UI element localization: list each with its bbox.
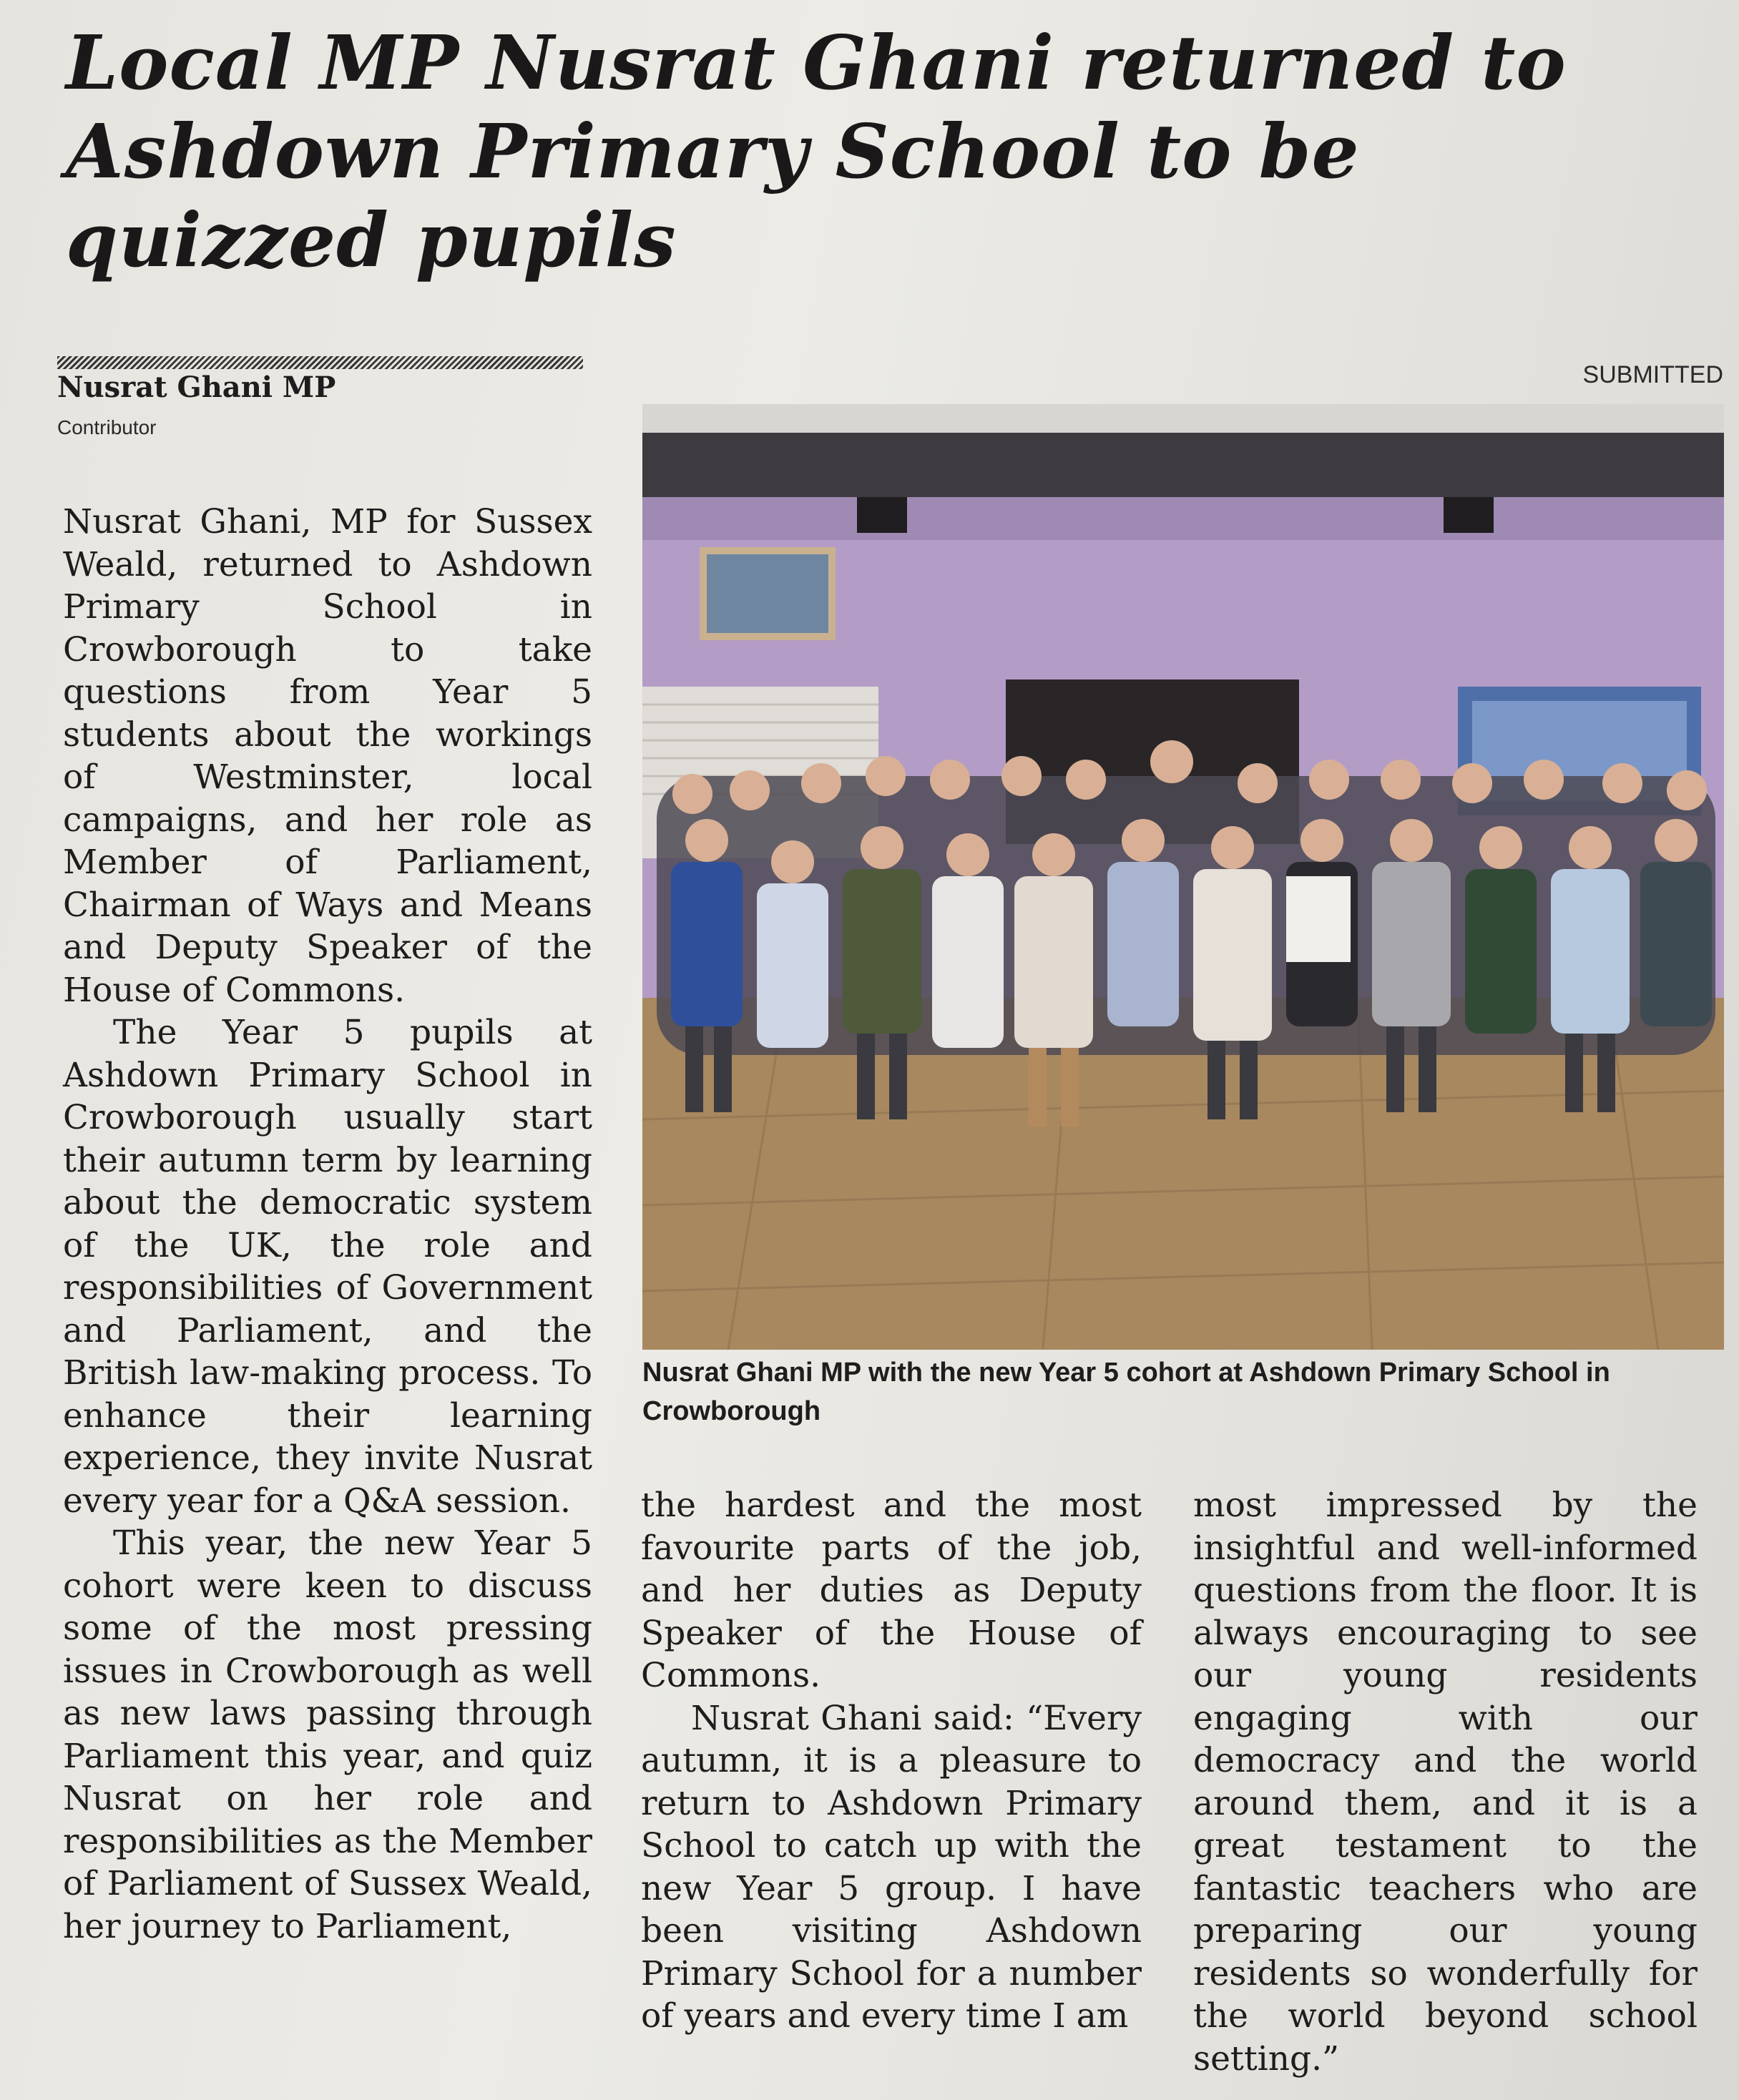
wall-picture-inner: [707, 554, 828, 633]
article-headline: [66, 19, 1682, 285]
article-column-3: [1193, 1484, 1698, 2080]
ceiling-light: [642, 404, 1724, 433]
wall-top-shade: [642, 497, 1724, 540]
byline: Nusrat Ghani MP: [57, 371, 336, 404]
speaker-left: [857, 497, 907, 533]
headline-lead: Local MP Nusrat Ghani returned to Ashdown Primary School to be quizzed pupils: [66, 19, 1567, 284]
article-column-2: [641, 1484, 1142, 2038]
paragraph: the hardest and the most favourite parts of the job, and her duties as Deputy Speaker of the House of Commons.: [641, 1486, 1142, 1695]
paragraph: Nusrat Ghani, MP for Sussex Weald, returned to Ashdown Primary School in Crowborough to take questions from Year 5 students about the workings of Westminster, local campaigns, and her role as Member of Parliament, Chairman of Ways and Means and Deputy Speaker of the House of Commons.: [63, 502, 592, 1010]
paragraph: This year, the new Year 5 cohort were keen to discuss some of the most pressing issues in Crowborough as well as new laws passing through Parliament this year, and quiz Nusrat on her role and responsibilities as the Member of Parliament of Sussex Weald, her journey to Parliament,: [63, 1524, 592, 1946]
paragraph: Nusrat Ghani said: “Every autumn, it is a pleasure to return to Ashdown Primary School to catch up with the new Year 5 group. I have been visiting Ashdown Primary School for a number of years and every time I am: [641, 1698, 1142, 2036]
photo-caption: Nusrat Ghani MP with the new Year 5 cohort at Ashdown Primary School in Crowborough: [642, 1358, 1610, 1426]
article-column-1: [63, 501, 592, 1948]
paragraph: most impressed by the insightful and well-informed questions from the floor. It is always encouraging to see our young residents engaging with our democracy and the world around them, and it is a great testament to the fantastic teachers who are preparing our young residents so wonderfully for the world beyond school setting.”: [1193, 1486, 1698, 2079]
paragraph: The Year 5 pupils at Ashdown Primary School in Crowborough usually start their autumn term by learning about the democratic system of the UK, the role and responsibilities of Government and Parliament, and the British law-making process. To enhance their learning experience, they invite Nusrat every year for a Q&A session.: [63, 1013, 592, 1521]
byline-role: Contributor: [57, 416, 157, 438]
photo-credit: SUBMITTED: [1582, 361, 1723, 388]
article-photo: [642, 404, 1724, 1350]
group-photo-illustration: [642, 404, 1724, 1350]
certificate: [1286, 876, 1351, 962]
byline-rule: [57, 356, 583, 369]
speaker-right: [1444, 497, 1494, 533]
